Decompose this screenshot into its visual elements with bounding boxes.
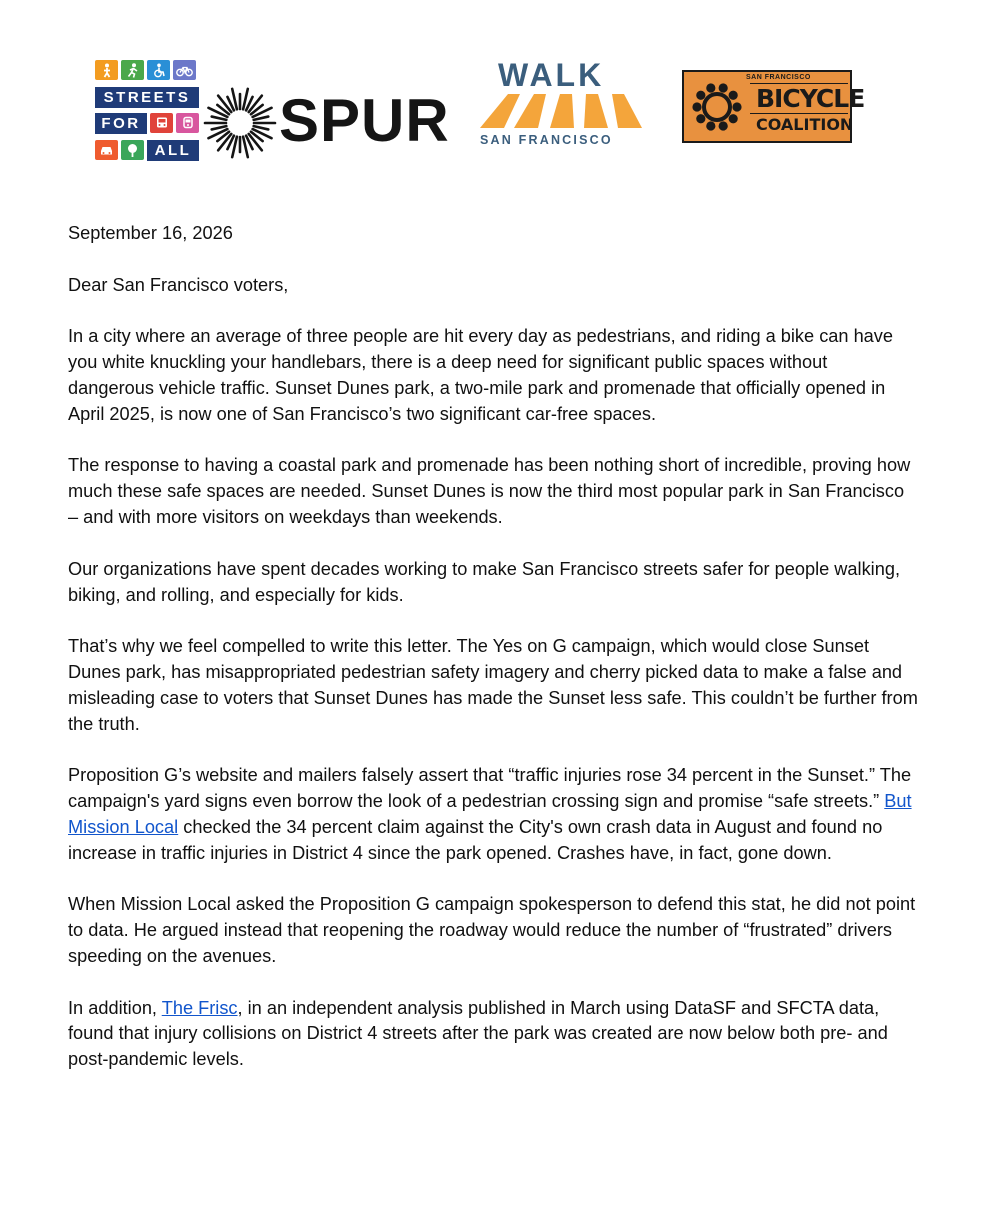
spur-logo <box>203 85 463 165</box>
walk-sf-logo <box>478 58 646 150</box>
paragraph-1: In a city where an average of three people are hit every day as pedestrians, and riding a bike can have you white knuckling your handlebars, there is a deep need for significant public spaces without dangerous vehicle traffic. Sunset Dunes park, a two-mile park and promenade that officially opened in April 2025, is now one of San Francisco’s two significant car-free spaces. <box>68 326 894 424</box>
paragraph-3: Our organizations have spent decades working to make San Francisco streets safer for people walking, biking, and rolling, and especially for kids. <box>68 558 901 605</box>
for-word: FOR <box>95 113 147 134</box>
paragraph-2: The response to having a coastal park and promenade has been nothing short of incredible, proving how much these safe spaces are needed. Sunset Dunes is now the third most popular park in San Francisco – and with more visitors on weekdays than weekends. <box>68 455 911 528</box>
sunburst-icon <box>203 85 277 161</box>
logo-header <box>0 0 984 190</box>
tram-icon <box>176 113 199 133</box>
walk-sf-subtitle: SAN FRANCISCO <box>480 133 613 147</box>
mission-local-link[interactable]: But Mission Local <box>68 791 912 837</box>
sfbc-city-label: SAN FRANCISCO <box>746 74 811 81</box>
wheelchair-icon <box>147 60 170 80</box>
all-word: ALL <box>147 140 199 161</box>
paragraph-4: That’s why we feel compelled to write this letter. The Yes on G campaign, which would close Sunset Dunes park, has misappropriated pedestrian safety imagery and cherry picked data to make a false and misleading case to voters that Sunset Dunes has made the Sunset less safe. This couldn’t be further from the truth. <box>68 636 918 734</box>
crosswalk-stripes-icon <box>478 94 646 128</box>
letter-body <box>68 221 918 1099</box>
paragraph-5-text: Proposition G’s website and mailers falsely assert that “traffic injuries rose 34 percent in the Sunset.” The campaign's yard signs even borrow the look of a pedestrian crossing sign and promise “safe streets.” <box>68 765 912 812</box>
letter-salutation: Dear San Francisco voters, <box>68 274 289 295</box>
tree-icon <box>121 140 144 160</box>
paragraph-6: When Mission Local asked the Proposition G campaign spokesperson to defend this stat, he did not point to data. He argued instead that reopening the roadway would reduce the number of “frustrated” drivers speeding on the avenues. <box>68 894 916 966</box>
letter-date: September 16, 2026 <box>68 223 233 243</box>
runner-icon <box>121 60 144 80</box>
bicycle-coalition-logo <box>682 70 865 143</box>
paragraph-7-text: , in an independent analysis published in March using DataSF and SFCTA data, found that injury collisions on District 4 streets after the park was created are now below both pre- and post-pandemic levels. <box>68 997 888 1070</box>
paragraph-7-text: In addition, <box>68 997 162 1018</box>
spur-wordmark: SPUR <box>279 87 450 154</box>
the-frisc-link[interactable]: The Frisc <box>161 997 238 1018</box>
pedestrian-icon <box>95 60 118 80</box>
paragraph-5 <box>68 763 918 866</box>
paragraph-7 <box>68 996 918 1073</box>
bicycle-icon <box>173 60 196 80</box>
sfbc-divider <box>750 113 848 114</box>
paragraph-5-text: checked the 34 percent claim against the City's own crash data in August and found no increase in traffic injuries in District 4 since the park opened. Crashes have, in fact, gone down. <box>68 816 883 863</box>
streets-for-all-logo <box>95 60 199 161</box>
car-icon <box>95 140 118 160</box>
walk-wordmark: WALK <box>498 57 605 93</box>
bus-icon <box>150 113 173 133</box>
sfbc-coalition-word: COALITION <box>756 115 854 134</box>
bike-chain-icon <box>690 80 744 134</box>
streets-word: STREETS <box>95 87 199 108</box>
sfbc-bicycle-word: BICYCLE <box>756 84 865 113</box>
